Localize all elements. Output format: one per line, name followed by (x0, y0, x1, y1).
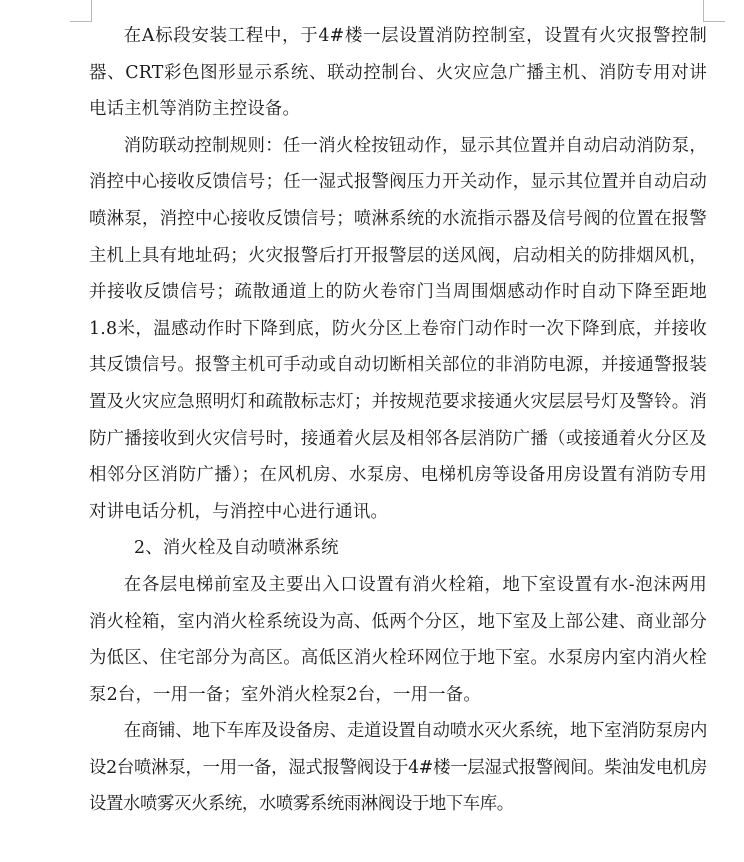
paragraph-hydrant-system: 在各层电梯前室及主要出入口设置有消火栓箱，地下室设置有水-泡沫两用消火栓箱，室内消火栓系统设为高、低两个分区，地下室及上部公建、商业部分为低区、住宅部分为高区。高低区消火栓环网位于地下室。水泵房内室内消火栓泵2台，一用一备；室外消火栓泵2台，一用一备。 (89, 574, 707, 705)
paragraph-linkage-rules: 消防联动控制规则：任一消火栓按钮动作，显示其位置并自动启动消防泵，消控中心接收反馈信号；任一湿式报警阀压力开关动作，显示其位置并自动启动喷淋泵，消控中心接收反馈信号；喷淋系统的水流指示器及信号阀的位置在报警主机上具有地址码；火灾报警后打开报警层的送风阀，启动相关的防排烟风机，并接收反馈信号；疏散通道上的防火卷帘门当周围烟感动作时自动下降至距地1.8米，温感动作时下降到底，防火分区上卷帘门动作时一次下降到底，并接收其反馈信号。报警主机可手动或自动切断相关部位的非消防电源，并接通警报装置及火灾应急照明灯和疏散标志灯；并按规范要求接通火灾层层号灯及警铃。消防广播接收到火灾信号时，接通着火层及相邻各层消防广播（或接通着火分区及相邻分区消防广播）；在风机房、水泵房、电梯机房等设备用房设置有消防专用对讲电话分机，与消控中心进行通讯。 (89, 135, 707, 522)
document-body (89, 18, 707, 823)
paragraph-control-room: 在A标段安装工程中，于4#楼一层设置消防控制室，设置有火灾报警控制器、CRT彩色图形显示系统、联动控制台、火灾应急广播主机、消防专用对讲电话主机等消防主控设备。 (89, 26, 707, 120)
section-heading-hydrant-sprinkler: 2、消火栓及自动喷淋系统 (134, 538, 339, 559)
paragraph-sprinkler-system: 在商铺、地下车库及设备房、走道设置自动喷水灭火系统，地下室消防泵房内设2台喷淋泵，一用一备，湿式报警阀设于4#楼一层湿式报警阀间。柴油发电机房设置水喷雾灭火系统，水喷雾系统雨淋阀设于地下车库。 (89, 721, 707, 815)
